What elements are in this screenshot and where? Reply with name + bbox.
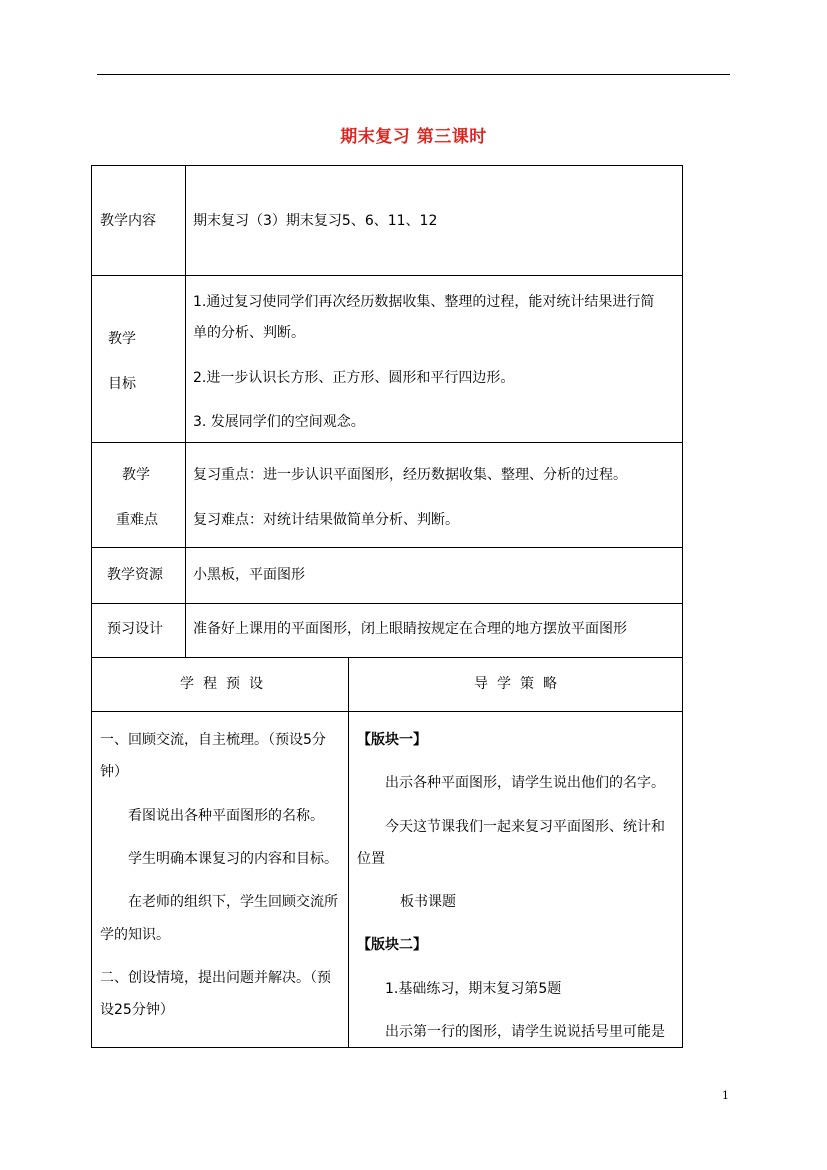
table-row-divider bbox=[91, 711, 683, 712]
right-paragraph-line2: 位置 bbox=[357, 851, 385, 867]
keypoints-label-line2: 重难点 bbox=[116, 512, 158, 528]
difficulty-text: 复习难点：对统计结果做简单分析、判断。 bbox=[193, 512, 459, 528]
preview-value: 准备好上课用的平面图形，闭上眼睛按规定在合理的地方摆放平面图形 bbox=[193, 621, 627, 637]
column-header-strategy: 导学策略 bbox=[474, 676, 566, 692]
right-paragraph: 出示第一行的图形，请学生说说括号里可能是 bbox=[385, 1024, 665, 1040]
resources-value: 小黑板，平面图形 bbox=[193, 567, 305, 583]
section-2-heading-line1: 二、创设情境，提出问题并解决。（预 bbox=[100, 970, 331, 986]
left-paragraph: 学生明确本课复习的内容和目标。 bbox=[128, 851, 338, 867]
label-column-divider bbox=[185, 165, 186, 657]
left-paragraph: 看图说出各种平面图形的名称。 bbox=[128, 808, 324, 824]
exercise-heading: 1.基础练习，期末复习第5题 bbox=[385, 981, 562, 997]
table-row-divider bbox=[91, 657, 683, 658]
goal-item-1-line1: 1.通过复习使同学们再次经历数据收集、整理的过程，能对统计结果进行简 bbox=[193, 294, 655, 310]
section-1-heading-line2: 钟） bbox=[100, 764, 128, 780]
goals-label-line2: 目标 bbox=[108, 376, 136, 392]
page-title: 期末复习 第三课时 bbox=[340, 127, 487, 147]
column-header-process: 学程预设 bbox=[180, 676, 272, 692]
left-paragraph-line1: 在老师的组织下，学生回顾交流所 bbox=[128, 894, 338, 910]
keypoints-label-line1: 教学 bbox=[122, 467, 150, 483]
block-1-heading: 【版块一】 bbox=[357, 732, 427, 748]
two-column-divider bbox=[348, 657, 349, 1048]
content-value: 期末复习（3）期末复习5、6、11、12 bbox=[193, 213, 438, 229]
left-paragraph-line2: 学的知识。 bbox=[100, 927, 170, 943]
goal-item-2: 2.进一步认识长方形、正方形、圆形和平行四边形。 bbox=[193, 370, 515, 386]
resources-label: 教学资源 bbox=[107, 567, 163, 583]
right-paragraph: 出示各种平面图形，请学生说出他们的名字。 bbox=[385, 775, 665, 791]
page-number: 1 bbox=[722, 1089, 729, 1102]
key-point-text: 复习重点：进一步认识平面图形，经历数据收集、整理、分析的过程。 bbox=[193, 467, 627, 483]
content-label: 教学内容 bbox=[100, 213, 156, 229]
header-rule bbox=[97, 74, 730, 75]
preview-label: 预习设计 bbox=[107, 621, 163, 637]
goals-label-line1: 教学 bbox=[108, 331, 136, 347]
section-1-heading-line1: 一、回顾交流，自主梳理。（预设5分 bbox=[100, 732, 326, 748]
section-2-heading-line2: 设25分钟） bbox=[100, 1002, 174, 1018]
table-row-divider bbox=[91, 603, 683, 604]
goal-item-3: 3. 发展同学们的空间观念。 bbox=[193, 414, 365, 430]
right-paragraph-line1: 今天这节课我们一起来复习平面图形、统计和 bbox=[385, 819, 665, 835]
goal-item-1-line2: 单的分析、判断。 bbox=[193, 325, 305, 341]
table-row-divider bbox=[91, 547, 683, 548]
table-row-divider bbox=[91, 442, 683, 443]
blackboard-title-note: 板书课题 bbox=[400, 894, 456, 910]
block-2-heading: 【版块二】 bbox=[357, 937, 427, 953]
table-row-divider bbox=[91, 275, 683, 276]
